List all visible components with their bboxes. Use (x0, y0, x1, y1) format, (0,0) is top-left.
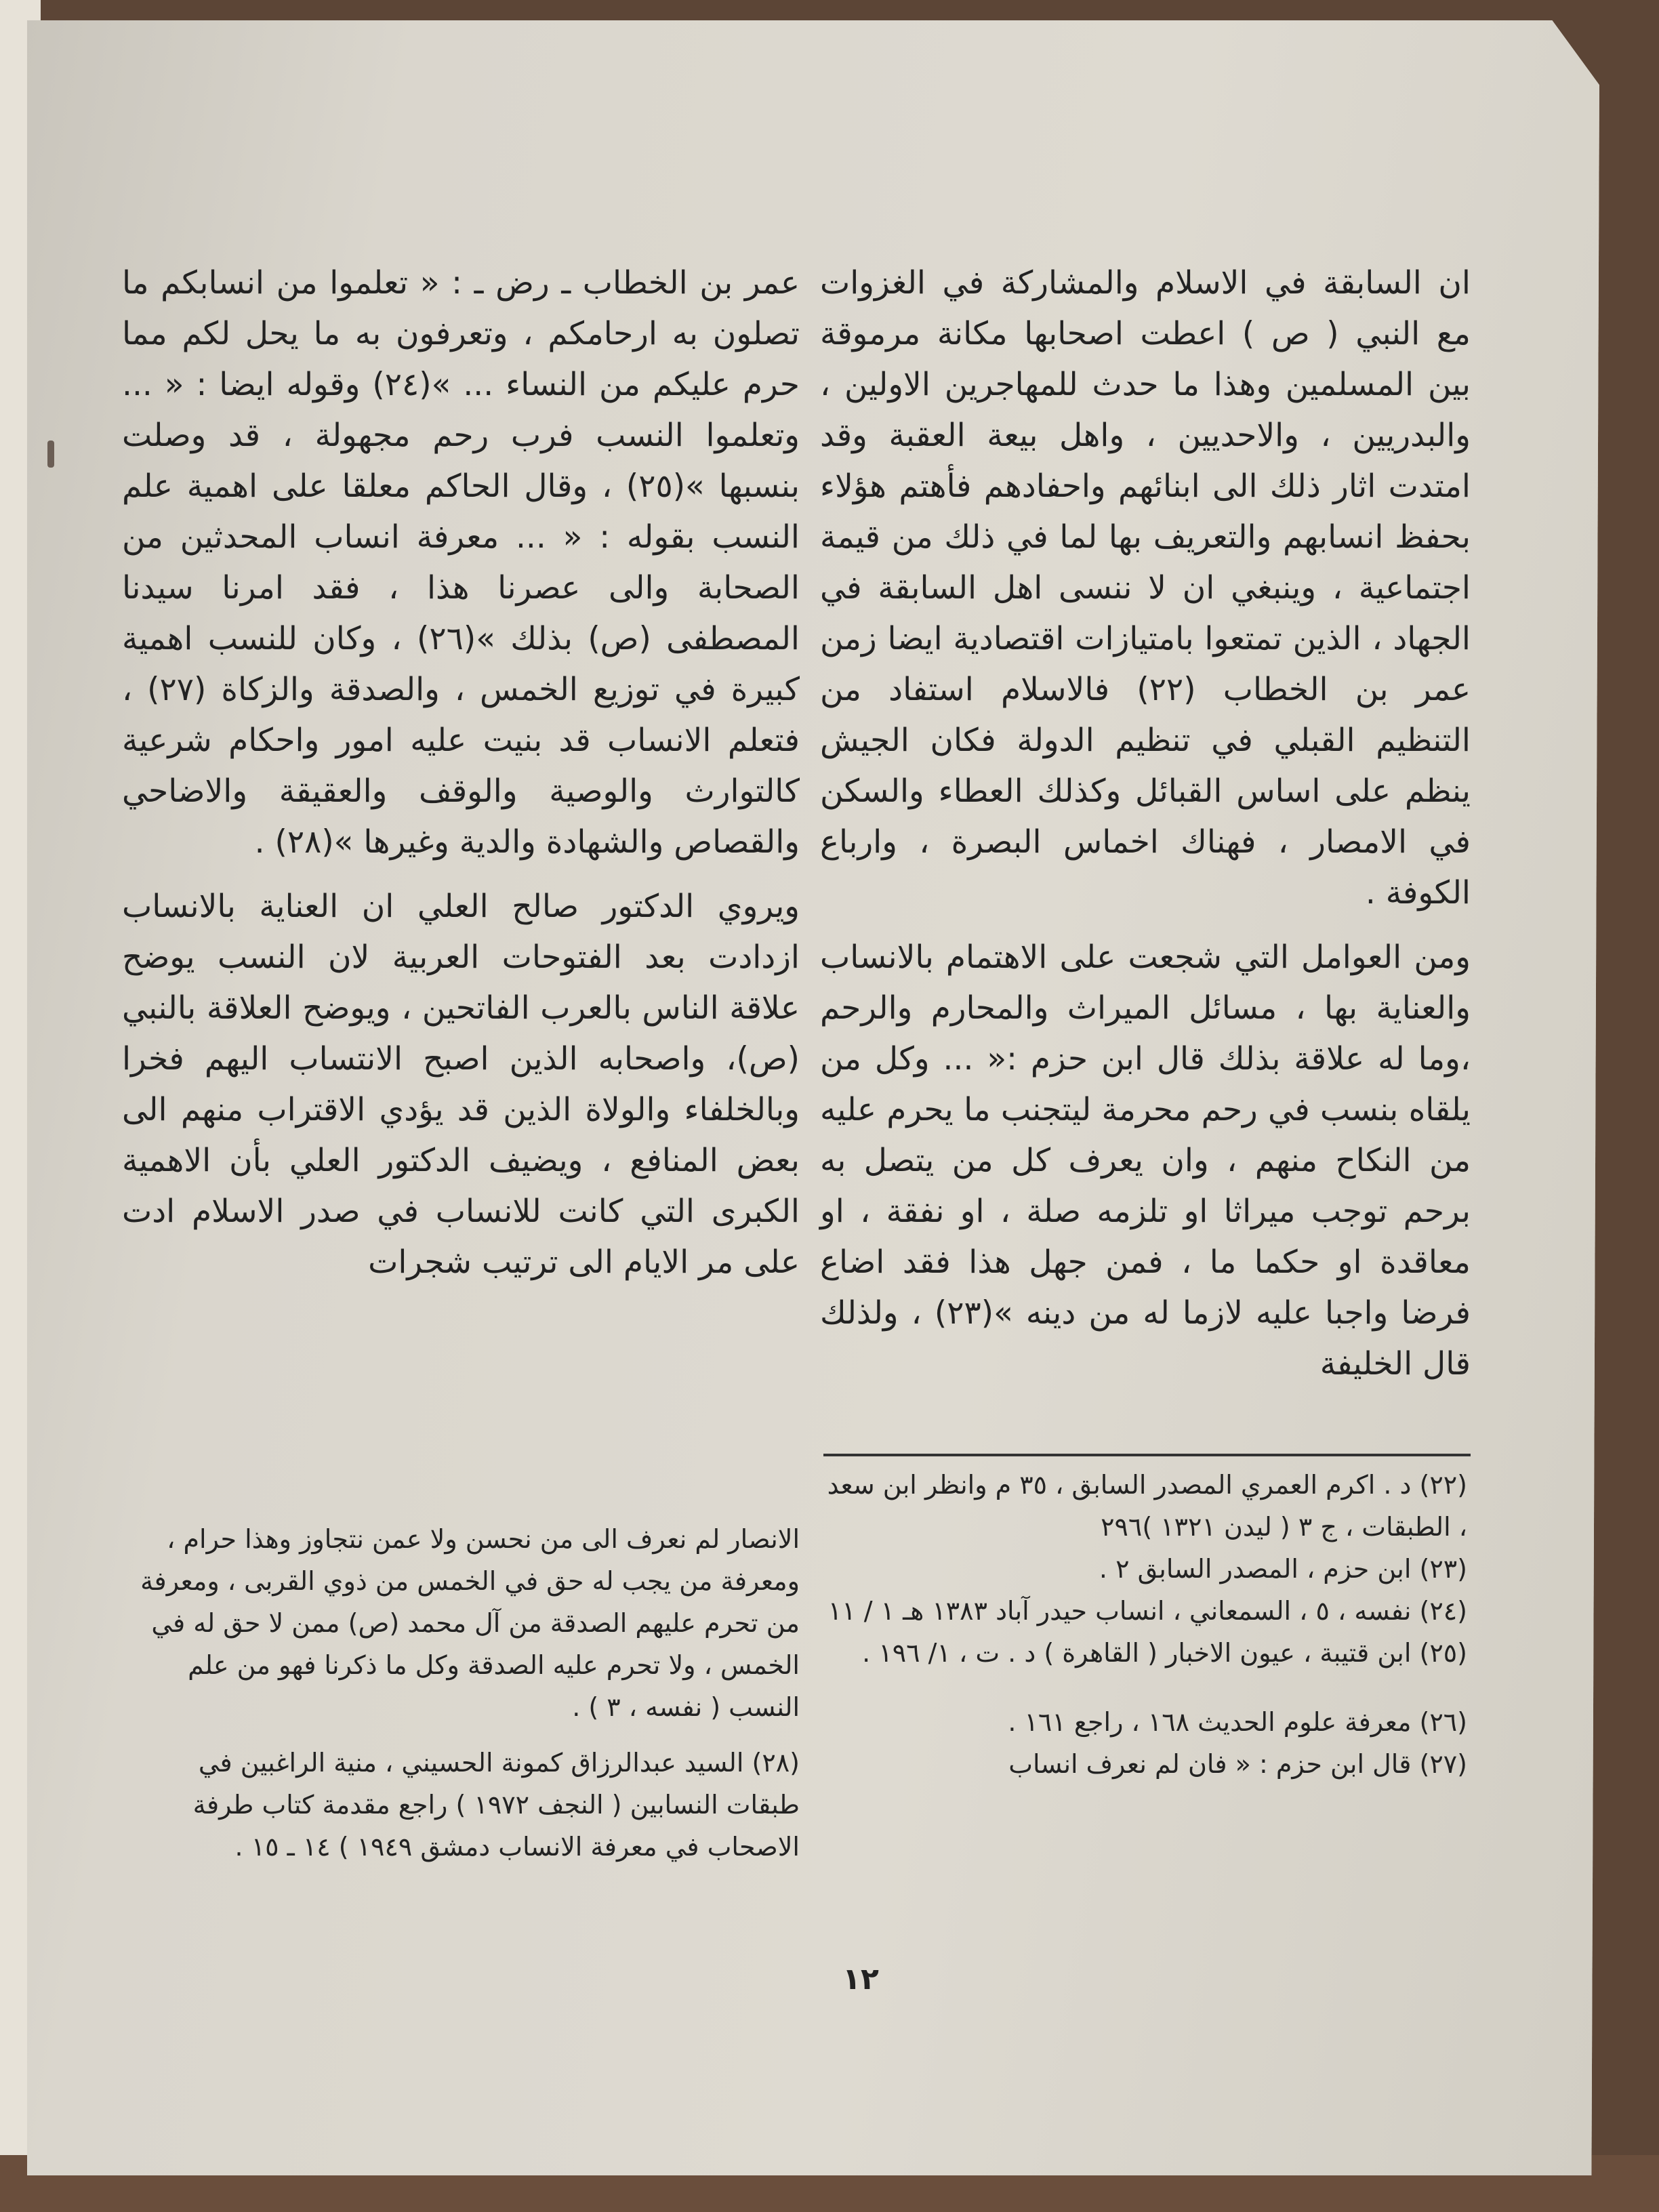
footnote-23: (٢٣) ابن حزم ، المصدر السابق ٢ . (1099, 1554, 1467, 1584)
footnotes-right (823, 1464, 1467, 1785)
footnote-24: (٢٤) نفسه ، ٥ ، السمعاني ، انساب حيدر آباد ١٣٨٣ هـ ١ / ١١ (827, 1596, 1467, 1626)
right-paragraph-2: ومن العوامل التي شجعت على الاهتمام بالانساب والعناية بها ، مسائل الميراث والمحارم والرحم ،وما له علاقة بذلك قال ابن حزم :« ... وكل من يلقاه بنسب في رحم محرمة ليتجنب ما يحرم عليه من النكاح منهم ، وان يعرف كل من يتصل به برحم توجب ميراثا او تلزمه صلة ، او نفقة ، او معاقدة او حكما ما ، فمن جهل هذا فقد اضاع فرضا واجبا عليه لازما له من دينه »(٢٣) ، ولذلك قال الخليفة (820, 939, 1471, 1382)
footnote-26: (٢٦) معرفة علوم الحديث ١٦٨ ، راجع ١٦١ . (1008, 1707, 1467, 1737)
footnote-27-continued: الانصار لم نعرف الى من نحسن ولا عمن نتجاوز وهذا حرام ، ومعرفة من يجب له حق في الخمس من ذوي القربى ، ومعرفة من تحرم عليهم الصدقة من آل محمد (ص) ممن لا حق له في الخمس ، ولا تحرم عليه الصدقة وكل ما ذكرنا فهو من علم النسب ( نفسه ، ٣ ) . (140, 1524, 800, 1722)
footnote-22: (٢٢) د . اكرم العمري المصدر السابق ، ٣٥ م وانظر ابن سعد ، الطبقات ، ج ٣ ( ليدن ١٣٢١ )٢٩٦ (827, 1470, 1467, 1542)
left-paragraph-1: عمر بن الخطاب ـ رض ـ : « تعلموا من انسابكم ما تصلون به ارحامكم ، وتعرفون به ما يحل لكم مما حرم عليكم من النساء ... »(٢٤) وقوله ايضا : « ... وتعلموا النسب فرب رحم مجهولة ، قد وصلت بنسبها »(٢٥) ، وقال الحاكم معلقا على اهمية علم النسب بقوله : « ... معرفة انساب المحدثين من الصحابة والى عصرنا هذا ، فقد امرنا سيدنا المصطفى (ص) بذلك »(٢٦) ، وكان للنسب اهمية كبيرة في توزيع الخمس ، والصدقة والزكاة (٢٧) ، فتعلم الانساب قد بنيت عليه امور واحكام شرعية كالتوارث والوصية والوقف والعقيقة والاضاحي والقصاص والشهادة والدية وغيرها »(٢٨) . (122, 264, 800, 861)
footnotes-left (122, 1518, 800, 1868)
left-paragraph-2: ويروي الدكتور صالح العلي ان العناية بالانساب ازدادت بعد الفتوحات العربية لان النسب يوضح علاقة الناس بالعرب الفاتحين ، ويوضح العلاقة بالنبي (ص)، واصحابه الذين اصبح الانتساب اليهم فخرا وبالخلفاء والولاة الذين قد يؤدي الاقتراب منهم الى بعض المنافع ، ويضيف الدكتور العلي بأن الاهمية الكبرى التي كانت للانساب في صدر الاسلام ادت على مر الايام الى ترتيب شجرات (122, 888, 800, 1281)
edge-mark (47, 441, 54, 468)
right-paragraph-1: ان السابقة في الاسلام والمشاركة في الغزوات مع النبي ( ص ) اعطت اصحابها مكانة مرموقة بين المسلمين وهذا ما حدث للمهاجرين الاولين ، والبدريين ، والاحديين ، واهل بيعة العقبة وقد امتدت اثار ذلك الى ابنائهم واحفادهم فأهتم هؤلاء بحفظ انسابهم والتعريف بها لما في ذلك من قيمة اجتماعية ، وينبغي ان لا ننسى اهل السابقة في الجهاد ، الذين تمتعوا بامتيازات اقتصادية ايضا زمن عمر بن الخطاب (٢٢) فالاسلام استفاد من التنظيم القبلي في تنظيم الدولة فكان الجيش ينظم على اساس القبائل وكذلك العطاء والسكن في الامصار ، فهناك اخماس البصرة ، وارباع الكوفة . (820, 264, 1471, 912)
left-column (122, 258, 800, 1294)
footnote-28: (٢٨) السيد عبدالرزاق كمونة الحسيني ، منية الراغبين في طبقات النسابين ( النجف ١٩٧٢ ) راجع مقدمة كتاب طرفة الاصحاب في معرفة الانساب دمشق ١٩٤٩ ) ١٤ ـ ١٥ . (192, 1748, 800, 1862)
footnote-rule (823, 1454, 1471, 1456)
footnote-27: (٢٧) قال ابن حزم : « فان لم نعرف انساب (1008, 1749, 1467, 1779)
page-number: ١٢ (842, 1962, 879, 1996)
footnote-25: (٢٥) ابن قتيبة ، عيون الاخبار ( القاهرة ) د . ت ، ١/ ١٩٦ . (862, 1638, 1467, 1668)
right-column (820, 258, 1471, 1396)
